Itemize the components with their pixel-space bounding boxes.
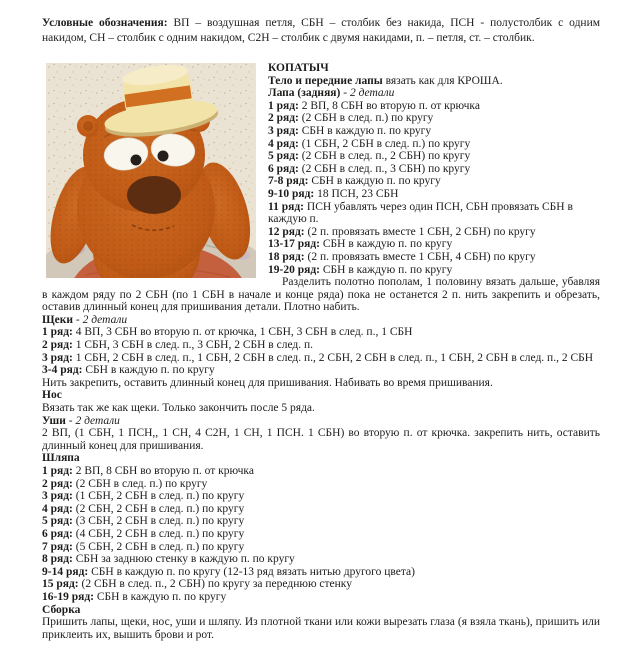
row-text: СБН в каждую п. по кругу [93,590,227,603]
row-text: (2 СБН в след. п., 2 СБН) по кругу [298,150,471,163]
assembly-heading-bold: Сборка [42,603,81,616]
row-text: (2 СБН в след. п., 3 СБН) по кругу [298,162,471,175]
row-label: 16-19 ряд: [42,590,94,603]
row-label: 6 ряд: [42,527,73,540]
row-text: 1 СБН, 3 СБН в след. п., 3 СБН, 2 СБН в след. п. [72,339,314,352]
row-text: СБН в каждую п. по кругу [319,238,453,251]
row-label: 18 ряд: [268,250,305,263]
ears-heading [42,415,600,428]
row-label: 13-17 ряд: [268,238,320,251]
leg-heading-italic: 2 детали [349,87,395,100]
row-text: СБН в каждую п. по кругу (12-13 ряд вязать нитью другого цвета) [88,565,415,578]
row-label: 3-4 ряд: [42,364,83,377]
cheeks-row [42,339,600,352]
cheeks-row [42,352,600,365]
ears-heading-italic: 2 детали [75,414,120,427]
row-label: 1 ряд: [268,99,299,112]
intro-bold: Тело и передние лапы [268,74,383,87]
ears-heading-bold: Уши [42,414,66,427]
row-text: (4 СБН, 2 СБН в след. п.) по кругу [72,527,245,540]
ears-note: 2 ВП, (1 СБН, 1 ПСН,, 1 СН, 4 С2Н, 1 СН, 1 ПСН. 1 СБН) во вторую п. от крючка. закрепить нить, оставить длинный конец для пришивания. [42,427,600,452]
row-text: СБН в каждую п. по кругу [298,124,432,137]
row-label: 6 ряд: [268,162,299,175]
hat-row [42,566,600,579]
bear-photo [46,63,256,278]
row-label: 19-20 ряд: [268,263,320,276]
legend-text: ВП – воздушная петля, СБН – столбик без накида, ПСН - полустолбик с одним накидом, СН – столбик с одним накидом, С2Н – столбик с двумя накидами, п. – петля, ст. – столбик. [42,17,601,44]
row-text: (5 СБН, 2 СБН в след. п.) по кругу [72,540,245,553]
hat-row [42,490,600,503]
row-text: (2 СБН в след. п., 2 СБН) по кругу за переднюю стенку [78,578,352,591]
row-text: 18 ПСН, 23 СБН [314,187,399,200]
cheeks-note: Нить закрепить, оставить длинный конец для пришивания. Набивать во время пришивания. [42,376,493,389]
assembly-heading [42,604,600,617]
nose-heading-bold: Нос [42,389,62,402]
cheeks-heading-italic: 2 детали [82,313,128,326]
row-label: 3 ряд: [268,124,299,137]
nose-heading [42,389,600,402]
row-label: 9-10 ряд: [268,187,315,200]
hat-row [42,478,600,491]
row-label: 2 ряд: [42,339,73,352]
legend-paragraph [42,16,600,46]
nose-note: Вязать так же как щеки. Только закончить после 5 ряда. [42,402,315,415]
row-text: СБН за заднюю стенку в каждую п. по кругу [72,553,295,566]
cheeks-heading-sep: - [73,313,83,326]
hat-heading [42,452,600,465]
hat-row [42,591,600,604]
row-label: 3 ряд: [42,490,73,503]
row-label: 2 ряд: [268,112,299,125]
row-label: 15 ряд: [42,578,79,591]
row-label: 5 ряд: [42,515,73,528]
row-label: 12 ряд: [268,225,305,238]
row-label: 4 ряд: [268,137,299,150]
row-label: 8 ряд: [42,553,73,566]
row-text: 2 ВП, 8 СБН во вторую п. от крючка [72,465,254,477]
row-label: 1 ряд: [42,326,73,339]
row-text: (2 п. провязать вместе 1 СБН, 2 СБН) по кругу [304,225,536,238]
intro-text: вязать как для КРОША. [382,74,503,87]
row-label: 3 ряд: [42,351,73,364]
assembly-note: Пришить лапы, щеки, нос, уши и шляпу. Из плотной ткани или кожи вырезать глаза (я взяла ткань), пришить или приклеить их, вышить брови и рот. [42,616,600,641]
row-label: 7-8 ряд: [268,175,309,188]
leg-heading-bold: Лапа (задняя) [268,87,341,100]
cheeks-heading-bold: Щеки [42,313,73,326]
bear-photo-illustration [46,63,256,278]
cheeks-row [42,326,600,339]
hat-row [42,465,600,478]
pattern-content [42,62,600,641]
row-label: 7 ряд: [42,540,73,553]
row-text: (2 п. провязать вместе 1 СБН, 4 СБН) по кругу [304,250,536,263]
hat-heading-bold: Шляпа [42,452,80,465]
row-text: (2 СБН, 2 СБН в след. п.) по кругу [72,502,245,515]
row-text: (1 СБН, 2 СБН в след. п.) по кругу [298,137,471,150]
leg-heading-sep: - [340,87,350,100]
cheeks-heading [42,314,600,327]
row-text: (1 СБН, 2 СБН в след. п.) по кругу [72,490,245,503]
hat-row [42,553,600,566]
hat-row [42,528,600,541]
row-label: 11 ряд: [268,200,305,213]
bear-nose [127,176,181,214]
row-label: 4 ряд: [42,502,73,515]
row-label: 1 ряд: [42,465,73,477]
row-label: 5 ряд: [268,150,299,163]
ears-heading-sep: - [65,414,76,427]
bear-pupil-left [131,155,142,166]
hat-row [42,541,600,554]
row-text: (2 СБН в след. п.) по кругу [298,112,434,125]
row-text: (2 СБН в след. п.) по кругу [72,477,208,490]
cheeks-row [42,364,600,377]
row-text: 1 СБН, 2 СБН в след. п., 1 СБН, 2 СБН в след. п., 2 СБН, 2 СБН в след. п., 1 СБН, 2 СБН в след. п., 2 СБН [72,351,594,364]
hat-row [42,503,600,516]
row-text: 4 ВП, 3 СБН во вторую п. от крючка, 1 СБН, 3 СБН в след. п., 1 СБН [72,326,413,339]
row-label: 2 ряд: [42,477,73,490]
pattern-title-text: КОПАТЫЧ [268,62,329,74]
hat-row [42,578,600,591]
row-text: СБН в каждую п. по кругу [308,175,441,188]
row-text: (3 СБН, 2 СБН в след. п.) по кругу [72,515,245,528]
hat-row [42,515,600,528]
row-text: ПСН убавлять через один ПСН, СБН провязать СБН в каждую п. [268,200,573,226]
row-text: СБН в каждую п. по кругу [319,263,453,276]
row-text: 2 ВП, 8 СБН во вторую п. от крючка [298,99,480,112]
leg-note: Разделить полотно пополам, 1 половину вязать дальше, убавляя в каждом ряду по 2 СБН (по 1 СБН в начале и конце ряда) пока не останется 2 п. нить закрепить и обрезать, оставив длинный конец для пришивания детали. Плотно набить. [42,276,600,314]
bear-pupil-right [158,151,169,162]
row-text: СБН в каждую п. по кругу [82,364,215,377]
legend-label: Условные обозначения: [42,17,168,29]
row-label: 9-14 ряд: [42,565,89,578]
